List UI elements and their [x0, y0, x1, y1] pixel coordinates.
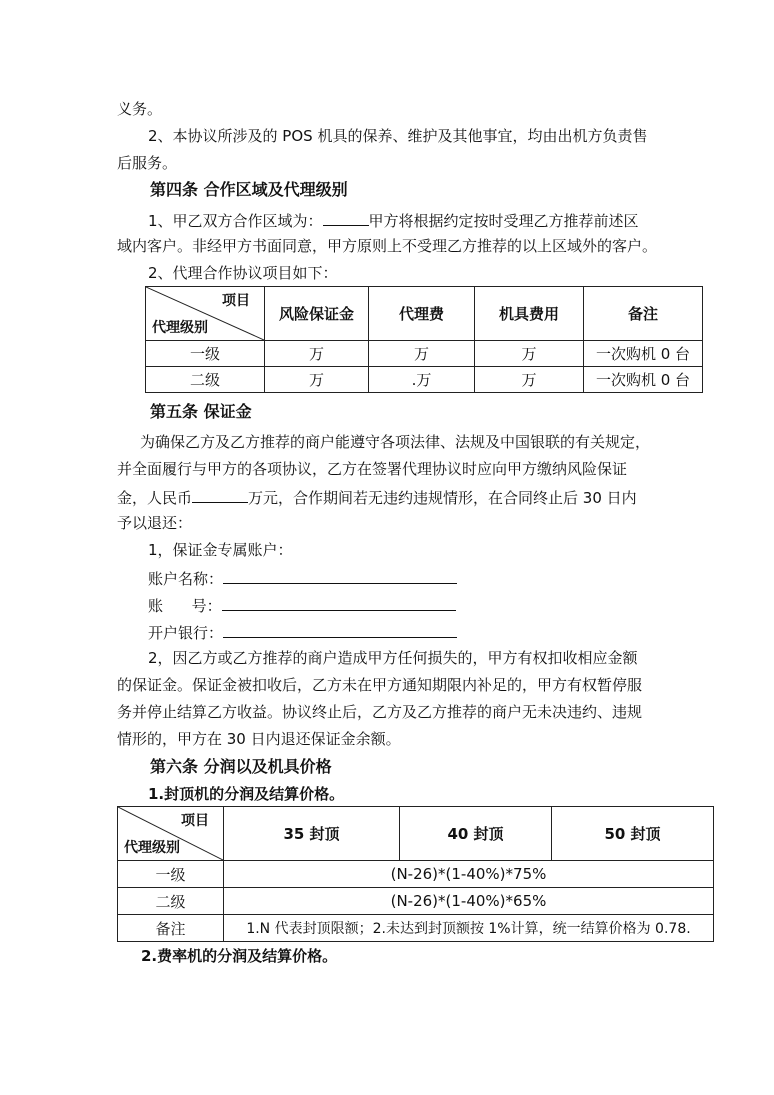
table-row [118, 915, 714, 942]
table-cell: 备注 [118, 915, 224, 942]
account-name-row [148, 567, 457, 589]
table-cell: (N-26)*(1-40%)*75% [224, 861, 714, 888]
art4-clause-1-prefix: 1、甲乙双方合作区域为： [148, 212, 323, 230]
account-number-row [148, 594, 456, 616]
table-row [118, 888, 714, 915]
art5-clause-2-line-3: 务并停止结算乙方收益。协议终止后，乙方及乙方推荐的商户无未决违约、违规 [117, 703, 643, 721]
table-cell: 万 [265, 341, 369, 367]
art5-clause-2-line-1: 2，因乙方或乙方推荐的商户造成甲方任何损失的，甲方有权扣收相应金额 [148, 649, 638, 667]
art6-subsection-2: 2.费率机的分润及结算价格。 [141, 947, 338, 965]
paragraph-end: 义务。 [117, 100, 163, 118]
table-cell: 二级 [146, 367, 265, 393]
clause-2-line-1: 2、本协议所涉及的 POS 机具的保养、维护及其他事宜，均由出机方负责售 [148, 127, 648, 145]
table-cell: .万 [369, 367, 475, 393]
table-cell: 一级 [146, 341, 265, 367]
agency-level-table [145, 286, 703, 393]
diag-bottom-label: 代理级别 [152, 320, 208, 336]
column-header: 40 封顶 [400, 807, 552, 861]
table-cell: (N-26)*(1-40%)*65% [224, 888, 714, 915]
column-header: 备注 [584, 287, 703, 341]
table-cell: 一次购机 0 台 [584, 367, 703, 393]
art4-clause-2: 2、代理合作协议项目如下： [148, 264, 338, 282]
art5-clause-2-line-4: 情形的，甲方在 30 日内退还保证金余额。 [117, 730, 401, 748]
table-cell: 万 [475, 341, 584, 367]
diag-bottom-label: 代理级别 [124, 840, 180, 856]
column-header: 50 封顶 [552, 807, 714, 861]
art5-line-3-suffix: 万元，合作期间若无违约违规情形，在合同终止后 30 日内 [248, 489, 637, 507]
table-row [118, 861, 714, 888]
table-row [146, 367, 703, 393]
account-bank-field [223, 621, 457, 638]
blank-field [192, 486, 248, 503]
article-5-title: 第五条 保证金 [150, 402, 252, 421]
diagonal-header-cell [146, 287, 265, 341]
account-name-field [223, 567, 457, 584]
art5-line-3 [117, 486, 637, 508]
art4-clause-1-line-1 [148, 209, 639, 231]
art5-line-1: 为确保乙方及乙方推荐的商户能遵守各项法律、法规及中国银联的有关规定， [140, 433, 651, 451]
table-row [146, 341, 703, 367]
art5-line-4: 予以退还： [117, 514, 193, 532]
art4-clause-1-suffix: 甲方将根据约定按时受理乙方推荐前述区 [368, 212, 639, 230]
table-cell: 万 [369, 341, 475, 367]
clause-2-line-2: 后服务。 [117, 154, 178, 172]
table-cell: 二级 [118, 888, 224, 915]
table-cell: 一级 [118, 861, 224, 888]
diag-top-label: 项目 [181, 813, 209, 829]
cap-machine-table [117, 806, 714, 942]
account-number-label: 账 号： [148, 597, 222, 615]
account-bank-label: 开户银行： [148, 624, 224, 642]
account-bank-row [148, 621, 457, 643]
article-4-title: 第四条 合作区域及代理级别 [150, 180, 348, 199]
column-header: 风险保证金 [265, 287, 369, 341]
art4-clause-1-line-2: 域内客户。非经甲方书面同意，甲方原则上不受理乙方推荐的以上区域外的客户。 [117, 237, 658, 255]
diag-top-label: 项目 [222, 293, 250, 309]
art5-line-2: 并全面履行与甲方的各项协议，乙方在签署代理协议时应向甲方缴纳风险保证 [117, 460, 628, 478]
account-name-label: 账户名称： [148, 570, 224, 588]
art6-subsection-1: 1.封顶机的分润及结算价格。 [148, 785, 345, 803]
table-cell: 万 [475, 367, 584, 393]
blank-field [323, 209, 369, 226]
table-cell: 1.N 代表封顶限额；2.未达到封顶额按 1%计算，统一结算价格为 0.78. [224, 915, 714, 942]
account-number-field [222, 594, 456, 611]
column-header: 35 封顶 [224, 807, 400, 861]
column-header: 机具费用 [475, 287, 584, 341]
art5-clause-2-line-2: 的保证金。保证金被扣收后，乙方未在甲方通知期限内补足的，甲方有权暂停服 [117, 676, 643, 694]
table-cell: 万 [265, 367, 369, 393]
art5-line-3-prefix: 金，人民币 [117, 489, 193, 507]
article-6-title: 第六条 分润以及机具价格 [150, 757, 332, 776]
diagonal-header-cell [118, 807, 224, 861]
art5-account-heading: 1，保证金专属账户： [148, 541, 293, 559]
column-header: 代理费 [369, 287, 475, 341]
table-cell: 一次购机 0 台 [584, 341, 703, 367]
